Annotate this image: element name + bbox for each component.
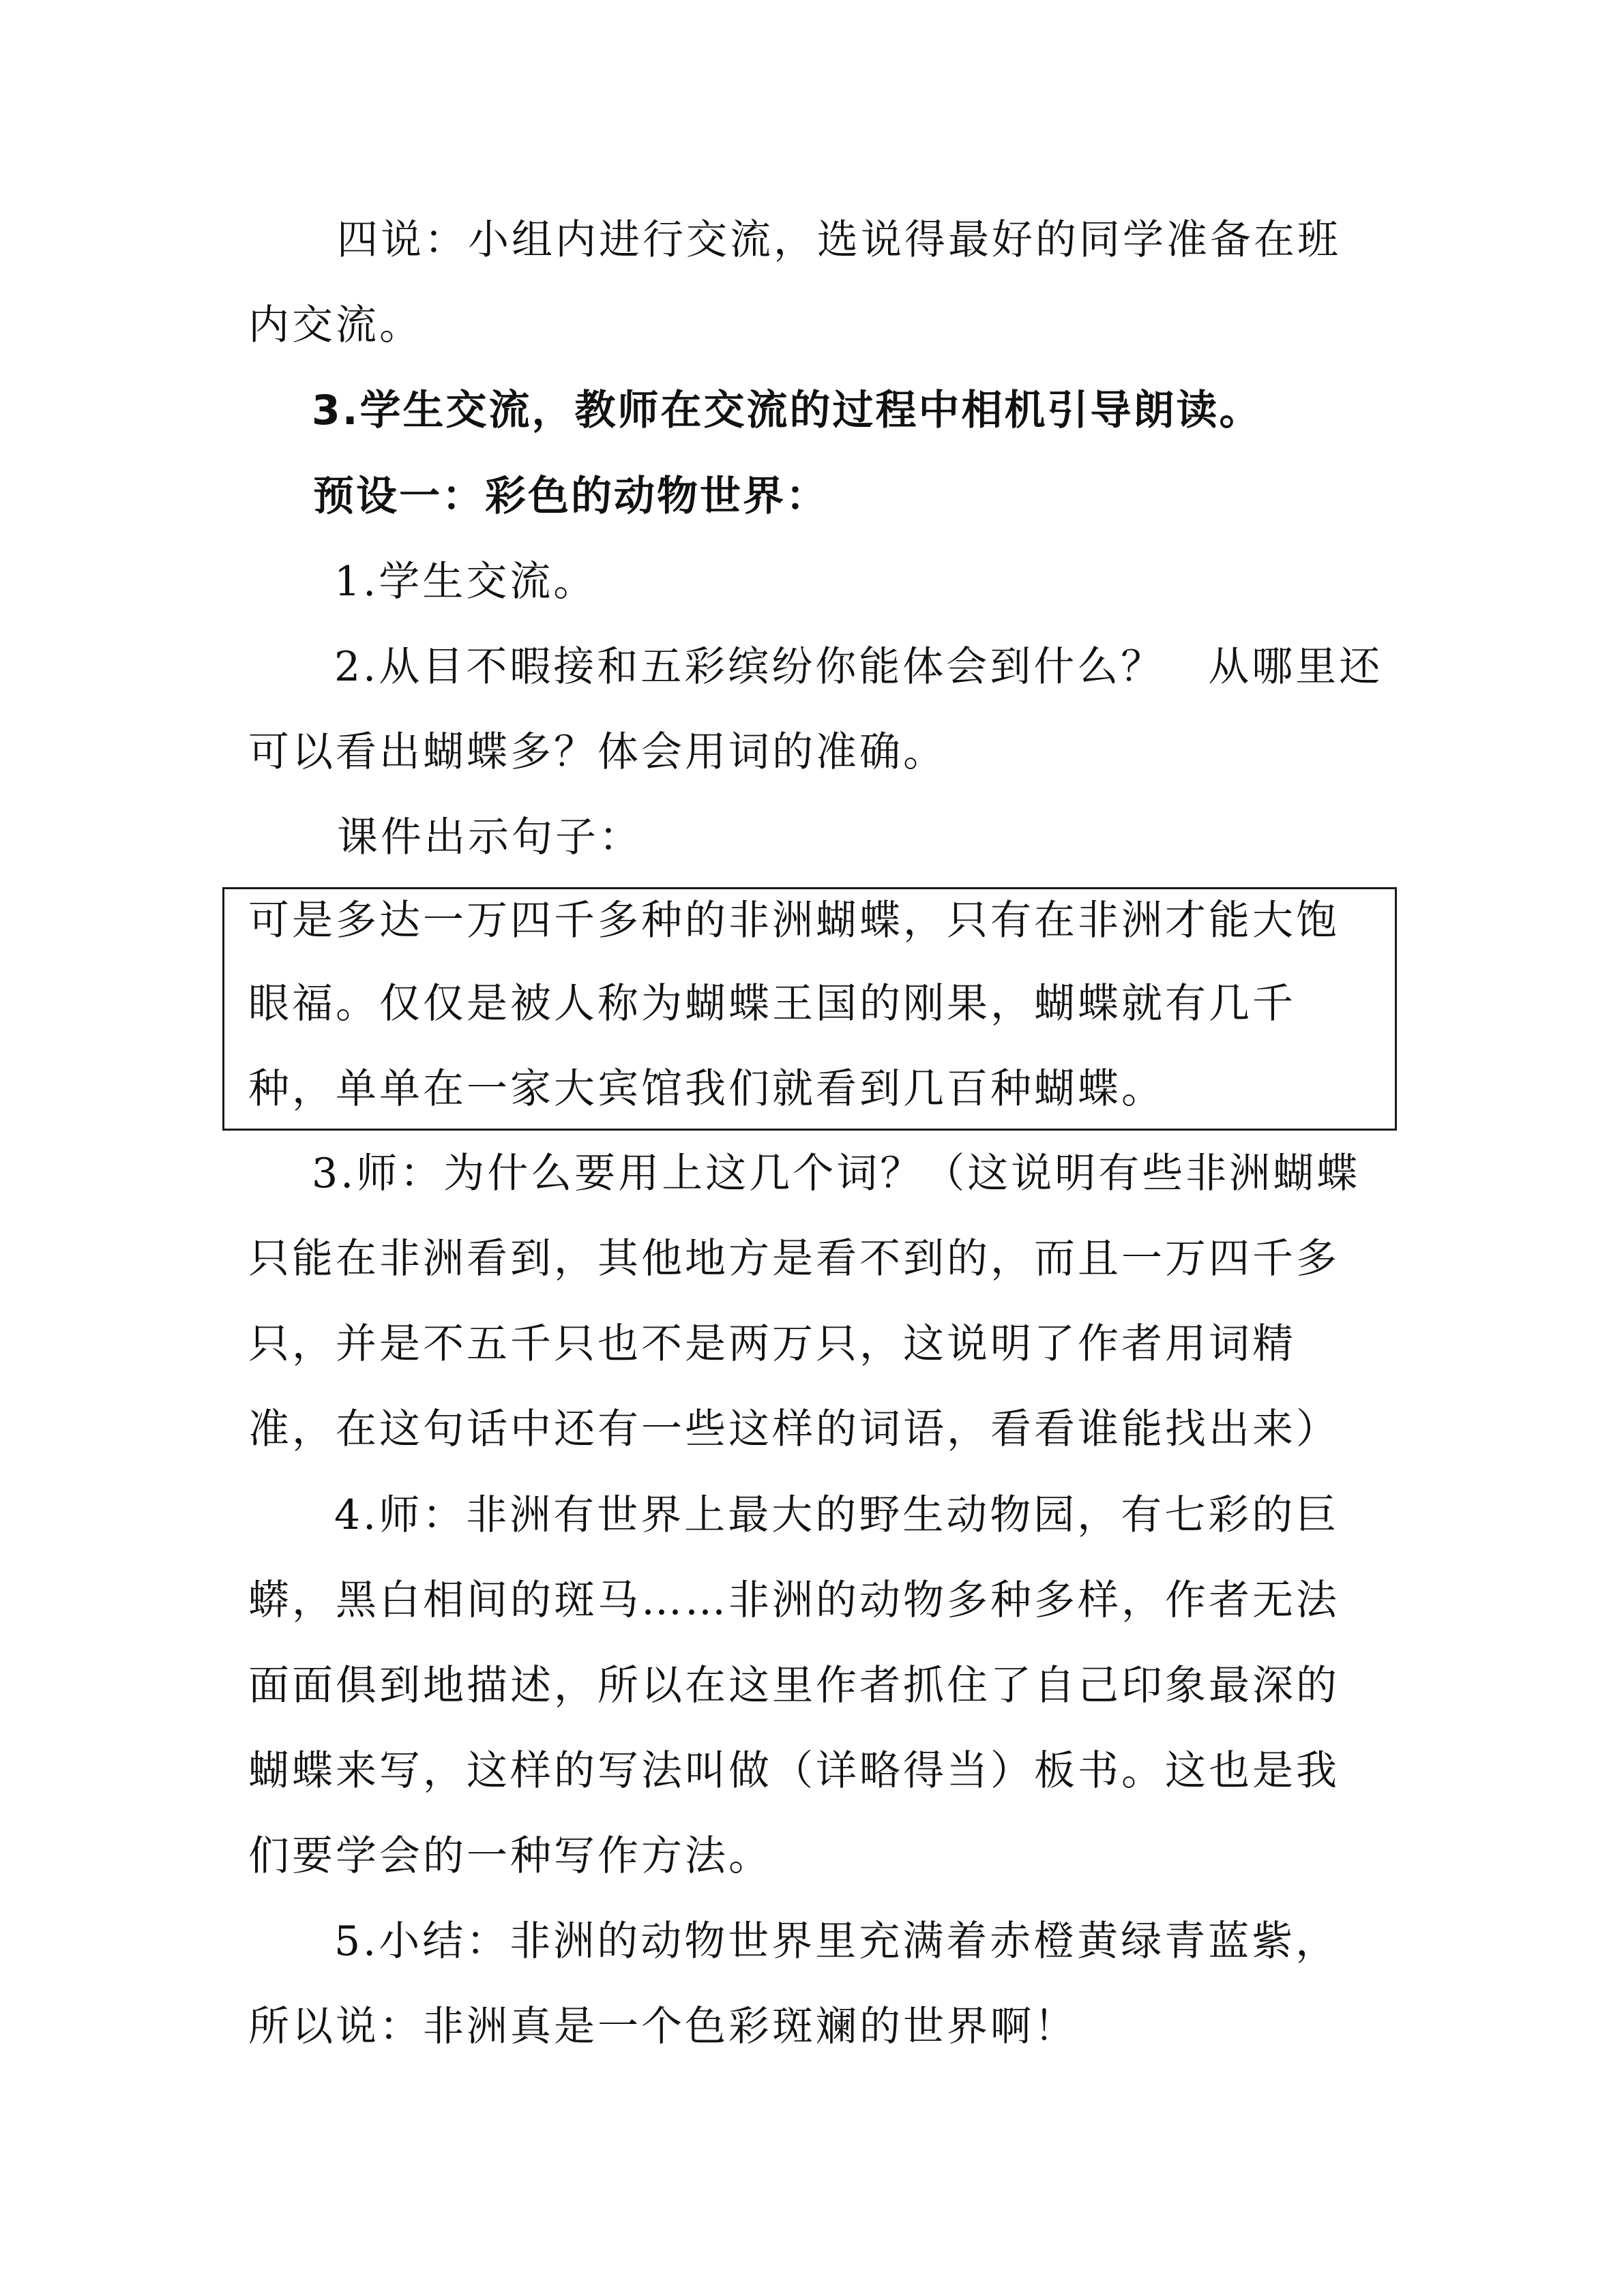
paragraph-text: 准，在这句话中还有一些这样的词语，看看谁能找出来）	[248, 1405, 1340, 1453]
paragraph-text: 面面俱到地描述，所以在这里作者抓住了自己印象最深的	[248, 1662, 1340, 1710]
paragraph-text: 们要学会的一种写作方法。	[248, 1832, 772, 1880]
section-heading: 3.学生交流，教师在交流的过程中相机引导朗读。	[312, 387, 1263, 434]
paragraph-text: 只能在非洲看到，其他地方是看不到的，而且一万四千多	[248, 1235, 1340, 1283]
paragraph-text: 可以看出蝴蝶多？体会用词的准确。	[248, 728, 947, 776]
quote-text: 眼福。仅仅是被人称为蝴蝶王国的刚果，蝴蝶就有几千	[248, 980, 1296, 1028]
quote-text: 种，单单在一家大宾馆我们就看到几百种蝴蝶。	[248, 1065, 1165, 1113]
paragraph-text: 内交流。	[248, 301, 423, 349]
list-item: 2.从目不暇接和五彩缤纷你能体会到什么？ 从哪里还	[334, 643, 1383, 691]
paragraph-text: 课件出示句子：	[337, 814, 643, 861]
paragraph-text: 蟒，黑白相间的斑马……非洲的动物多种多样，作者无法	[248, 1577, 1340, 1624]
paragraph-text: 所以说：非洲真是一个色彩斑斓的世界啊！	[248, 2003, 1078, 2051]
paragraph-text: 四说：小组内进行交流，选说得最好的同学准备在班	[337, 216, 1341, 264]
subsection-heading: 预设一：彩色的动物世界：	[313, 473, 829, 520]
list-item: 4.师：非洲有世界上最大的野生动物园，有七彩的巨	[334, 1491, 1340, 1539]
paragraph-text: 只，并是不五千只也不是两万只，这说明了作者用词精	[248, 1320, 1296, 1368]
quote-text: 可是多达一万四千多种的非洲蝴蝶，只有在非洲才能大饱	[248, 897, 1340, 944]
list-item: 5.小结：非洲的动物世界里充满着赤橙黄绿青蓝紫，	[334, 1918, 1340, 1965]
paragraph-text: 蝴蝶来写，这样的写法叫做（详略得当）板书。这也是我	[248, 1747, 1340, 1795]
list-item: 1.学生交流。	[334, 558, 597, 606]
list-item: 3.师：为什么要用上这几个词？（这说明有些非洲蝴蝶	[312, 1150, 1361, 1197]
